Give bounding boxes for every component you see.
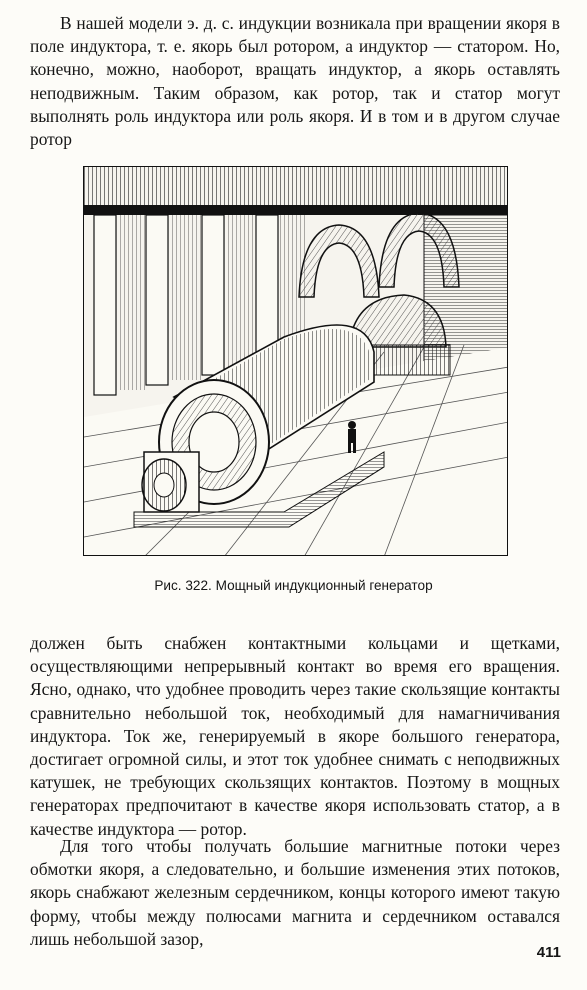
generator-illustration — [83, 166, 508, 556]
paragraph-bottom: Для того чтобы получать большие магнитные потоки через обмотки якоря, а следовательно, и большие изменения этих потоков, якорь снабжают железным сердечником, концы которого имеют такую форму, чтобы между полюсами магнита и сердечником оставался лишь небольшой зазор, — [30, 836, 560, 949]
paragraph-top: В нашей модели э. д. с. индукции возникала при вращении якоря в поле индуктора, т. е. якорь был ротором, а индуктор — статором. Но, конечно, можно, наоборот, вращать индуктор, а якорь оставлять неподвижным. Таким образом, как ротор, так и статор могут выполнять роль индуктора или роль якоря. И в том и в другом случае ротор — [30, 13, 560, 150]
paragraph-continued: должен быть снабжен контактными кольцами и щетками, осуществляющими непрерывный контакт во время его вращения. Ясно, однако, что удобнее проводить через такие скользящие контакты сравнительно небольшой ток, необходимый для намагничивания индуктора. Ток же, генерируемый в якоре большого генератора, достигает огромной силы, и этот ток удобнее снимать с неподвижных катушек, не требующих скользящих контактов. Поэтому в мощных генераторах предпочитают в качестве якоря использовать статор, а в качестве индуктора — ротор. — [30, 633, 560, 839]
figure-caption: Рис. 322. Мощный индукционный генератор — [154, 578, 433, 593]
page-number: 411 — [536, 944, 561, 961]
generator-drawing — [84, 167, 508, 556]
